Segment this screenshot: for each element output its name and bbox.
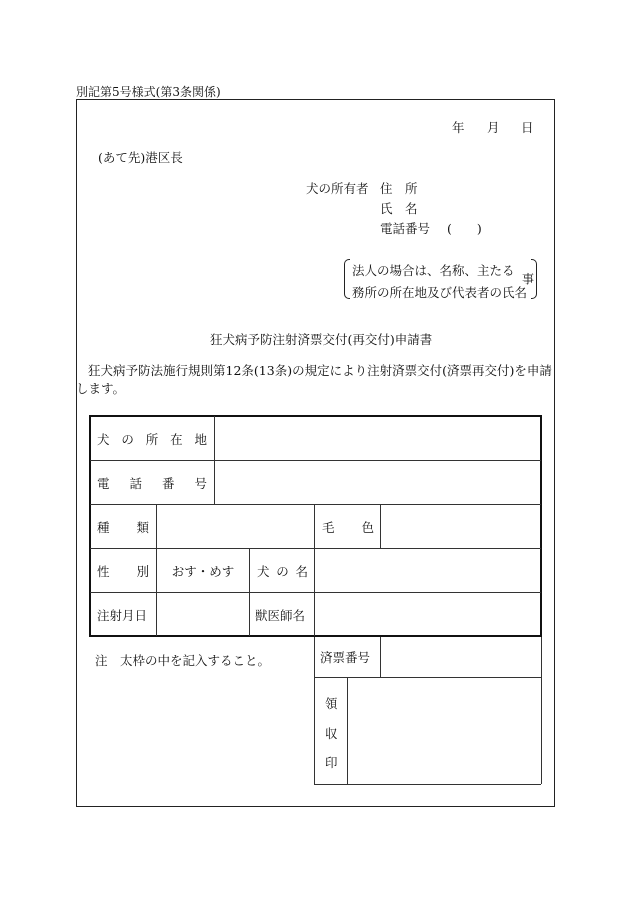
corporate-note-line1-end: 事 — [522, 272, 535, 286]
col-divider — [314, 548, 315, 636]
sex-options: おす・めす — [171, 564, 235, 579]
stamp-bottom — [314, 784, 541, 785]
label-sex: 性 別 — [97, 564, 149, 579]
owner-heading: 犬の所有者 — [306, 181, 369, 196]
row-divider — [90, 504, 541, 505]
row-divider — [90, 460, 541, 461]
stamp-col-divider — [347, 677, 348, 784]
receipt-char: 収 — [325, 726, 338, 741]
body-line2: します。 — [76, 381, 126, 396]
form-label: 別記第5号様式(第3条関係) — [76, 85, 221, 99]
label-breed: 種 類 — [97, 520, 149, 535]
left-bracket — [344, 259, 350, 299]
label-dog-name: 犬 の 名 — [257, 564, 308, 579]
date-month: 月 — [487, 120, 500, 135]
date-year: 年 — [452, 120, 465, 135]
document-title: 狂犬病予防注射済票交付(再交付)申請書 — [210, 332, 433, 347]
label-tag-number: 済票番号 — [320, 650, 371, 665]
label-injection-date: 注射月日 — [97, 608, 148, 623]
corporate-note-line2: 務所の所在地及び代表者の氏名 — [352, 285, 528, 300]
col-divider — [249, 548, 250, 636]
label-dog-location: 犬 の 所 在 地 — [97, 432, 207, 447]
owner-phone-label: 電話番号 — [380, 221, 431, 236]
addressee: (あて先)港区長 — [98, 150, 183, 165]
stamp-col-divider — [380, 637, 381, 677]
owner-phone-paren: ( ) — [447, 221, 482, 236]
receipt-char: 領 — [325, 696, 338, 711]
label-phone: 電 話 番 号 — [97, 476, 207, 491]
note: 注 太枠の中を記入すること。 — [95, 653, 271, 668]
col-divider — [314, 504, 315, 548]
row-divider — [90, 592, 541, 593]
col-divider — [380, 504, 381, 548]
label-coat-color: 毛 色 — [322, 520, 374, 535]
date-day: 日 — [521, 120, 534, 135]
label-vet-name: 獣医師名 — [255, 608, 306, 623]
stamp-row-divider — [314, 677, 541, 678]
receipt-char: 印 — [325, 755, 338, 770]
stamp-right — [541, 637, 542, 784]
owner-name-label: 氏 名 — [380, 201, 418, 216]
corporate-note-line1: 法人の場合は、名称、主たる — [352, 263, 515, 278]
owner-address-label: 住 所 — [380, 181, 418, 196]
row-divider — [90, 548, 541, 549]
col-divider — [214, 416, 215, 504]
stamp-left — [314, 637, 315, 784]
body-line1: 狂犬病予防法施行規則第12条(13条)の規定により注射済票交付(済票再交付)を申請 — [88, 363, 552, 378]
